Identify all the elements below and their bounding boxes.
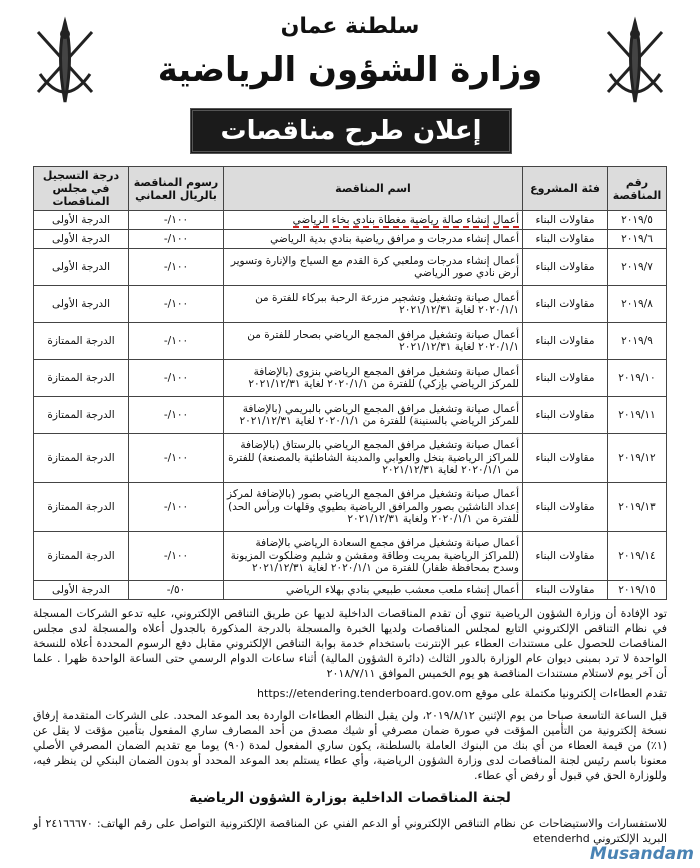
registration-grade: الدرجة الممتازة — [34, 397, 129, 434]
table-row — [34, 323, 667, 360]
tender-number: ٢٠١٩/١٠ — [608, 360, 667, 397]
tender-fee: ١٠٠/- — [129, 483, 224, 532]
tender-name: أعمال صيانة وتشغيل وتشجير مزرعة الرحبة ببركاء للفترة من ٢٠٢٠/١/١ لغاية ٢٠٢١/١٢/٣١ — [224, 286, 523, 323]
instructions-paragraph: تود الإفادة أن وزارة الشؤون الرياضية تنوي أن تقدم المناقصات الداخلية لديها عن طريق التناقص الإلكتروني، عليه تدعو الشركات المسجلة في نظام التناقص الإلكتروني التابع لمجلس المناقصات ولديها الخبرة والمسجلة بالدرجة المذكورة بالجدول أعلاه والمسجلة لدى مجلس المناقصات للحصول على مستندات العطاء عبر الإنترنت باستخدام خدمة بوابة التناقص الإلكتروني مقابل دفع الرسوم المحددة أعلاه للنسخة الواحدة لا ترد بمبنى ديوان عام الوزارة بالدور الثالث (دائرة الشؤون المالية) أثناء ساعات الدوام الرسمي حتى الساعة الواحدة ظهرا . علما أن آخر يوم لاستلام مستندات المناقصة هو يوم الخميس الموافق ٢٠١٨/٧/١١ — [33, 607, 667, 680]
tender-fee: ١٠٠/- — [129, 532, 224, 581]
registration-grade: الدرجة الأولى — [34, 211, 129, 230]
tender-name: أعمال صيانة وتشغيل مرافق المجمع الرياضي بصور (بالإضافة لمركز إعداد الناشئين بصور والمرافق الرياضية بطيوي وقلهات ورأس الحد) للفترة من ٢٠٢٠/١/١ ولغاية ٢٠٢١/١٢/٣١ — [224, 483, 523, 532]
registration-grade: الدرجة الممتازة — [34, 360, 129, 397]
country-name: سلطنة عمان — [280, 14, 420, 39]
registration-grade: الدرجة الأولى — [34, 230, 129, 249]
col-header-grade: درجة التسجيل في مجلس المناقصات — [34, 167, 129, 211]
tender-number: ٢٠١٩/٧ — [608, 249, 667, 286]
tender-number: ٢٠١٩/٦ — [608, 230, 667, 249]
col-header-name: اسم المناقصة — [224, 167, 523, 211]
project-category: مقاولات البناء — [523, 581, 608, 600]
guarantee-paragraph: قبل الساعة التاسعة صباحا من يوم الإثنين ٢٠١٩/٨/١٢، ولن يقبل النظام العطاءات الواردة بعد الموعد المحدد. على الشركات المتقدمة إرفاق نسخة إلكترونية من التأمين المؤقت في صورة ضمان مصرفي أو شيك مصدق من أحد المصارف ساري المفعول بتأمين مؤقت لا يقل عن (١٪) من قيمة العطاء من أي بنك من البنوك العاملة بالسلطنة، يكون ساري المفعول لمدة (٩٠) يوما مع تقديم الضمان المصرفي الأصلي معنونا باسم رئيس لجنة المناقصات لدى وزارة الشؤون الرياضية، وأي عطاء يستلم بعد الموعد المحدد أو بدون الضمان البنكي لن ينظر فيه، وللوزارة الحق في قبول أو رفض أي عطاء. — [33, 709, 668, 782]
project-category: مقاولات البناء — [523, 434, 608, 483]
tender-fee: ١٠٠/- — [129, 434, 224, 483]
tender-fee: ١٠٠/- — [129, 249, 224, 286]
registration-grade: الدرجة الممتازة — [34, 434, 129, 483]
tender-name: أعمال إنشاء ملعب معشب طبيعي بنادي بهلاء الرياضي — [224, 581, 523, 600]
registration-grade: الدرجة الأولى — [34, 249, 129, 286]
table-row — [34, 286, 667, 323]
project-category: مقاولات البناء — [523, 397, 608, 434]
tender-number: ٢٠١٩/١١ — [608, 397, 667, 434]
project-category: مقاولات البناء — [523, 323, 608, 360]
tender-number: ٢٠١٩/١٣ — [608, 483, 667, 532]
ministry-name: وزارة الشؤون الرياضية — [157, 50, 543, 90]
table-row — [34, 434, 667, 483]
contact-paragraph: للاستفسارات والاستيضاحات عن نظام التناقص الإلكتروني أو الدعم الفني عن المناقصة الإلكترونية التواصل على رقم الهاتف: ٢٤١٦٦٦٧٠ أو البريد الإلكتروني etenderhd — [33, 817, 667, 845]
tender-fee: ١٠٠/- — [129, 323, 224, 360]
registration-grade: الدرجة الأولى — [34, 286, 129, 323]
project-category: مقاولات البناء — [523, 230, 608, 249]
table-row — [34, 581, 667, 600]
table-row — [34, 211, 667, 230]
tender-fee: ١٠٠/- — [129, 211, 224, 230]
submission-link-paragraph: تقدم العطاءات إلكترونيا مكتملة على موقع https://etendering.tenderboard.gov.om — [257, 687, 667, 700]
announcement-banner: إعلان طرح مناقصات — [190, 108, 512, 154]
tender-fee: ١٠٠/- — [129, 286, 224, 323]
project-category: مقاولات البناء — [523, 286, 608, 323]
registration-grade: الدرجة الأولى — [34, 581, 129, 600]
tender-fee: ٥٠/- — [129, 581, 224, 600]
tender-fee: ١٠٠/- — [129, 360, 224, 397]
tender-fee: ١٠٠/- — [129, 397, 224, 434]
tender-number: ٢٠١٩/٥ — [608, 211, 667, 230]
tender-name: أعمال صيانة وتشغيل مرافق المجمع الرياضي بالبريمي (بالإضافة للمركز الرياضي بالسنينة) للفترة من ٢٠٢٠/١/١ لغاية ٢٠٢١/١٢/٣١ — [224, 397, 523, 434]
tender-number: ٢٠١٩/١٢ — [608, 434, 667, 483]
tender-name: أعمال صيانة وتشغيل مرافق المجمع الرياضي بصحار للفترة من ٢٠٢٠/١/١ لغاية ٢٠٢١/١٢/٣١ — [224, 323, 523, 360]
table-row — [34, 532, 667, 581]
tender-number: ٢٠١٩/٩ — [608, 323, 667, 360]
watermark-logo: Musandam — [589, 844, 694, 864]
registration-grade: الدرجة الممتازة — [34, 532, 129, 581]
tender-fee: ١٠٠/- — [129, 230, 224, 249]
table-row — [34, 483, 667, 532]
tender-name: أعمال إنشاء مدرجات وملعبي كرة القدم مع السياج والإنارة وتسوير أرض نادي صور الرياضي — [224, 249, 523, 286]
col-header-number: رقم المناقصة — [608, 167, 667, 211]
project-category: مقاولات البناء — [523, 483, 608, 532]
registration-grade: الدرجة الممتازة — [34, 323, 129, 360]
table-row — [34, 397, 667, 434]
tender-name — [224, 211, 523, 230]
project-category: مقاولات البناء — [523, 249, 608, 286]
tender-name: أعمال صيانة وتشغيل مرافق المجمع الرياضي بالرستاق (بالإضافة للمراكز الرياضية بنخل والعوابي والمدينة الشاطئية بالمصنعة) للفترة من ٢٠٢٠/١/١ لغاية ٢٠٢١/١٢/٣١ — [224, 434, 523, 483]
tenders-table — [33, 166, 667, 600]
project-category: مقاولات البناء — [523, 211, 608, 230]
project-category: مقاولات البناء — [523, 360, 608, 397]
table-header-row — [34, 167, 667, 211]
col-header-category: فئة المشروع — [523, 167, 608, 211]
tender-name: أعمال صيانة وتشغيل مرافق المجمع الرياضي بنزوى (بالإضافة للمركز الرياضي بإزكي) للفترة من ٢٠٢٠/١/١ لغاية ٢٠٢١/١٢/٣١ — [224, 360, 523, 397]
tender-name: أعمال إنشاء مدرجات و مرافق رياضية بنادي بدية الرياضي — [224, 230, 523, 249]
tender-number: ٢٠١٩/١٥ — [608, 581, 667, 600]
tender-name: أعمال صيانة وتشغيل مرافق مجمع السعادة الرياضي بالإضافة (للمراكز الرياضية بمريت وطاقة ومقشن و شليم وضلكوت المزيونة وسدح بمحافظة ظفار) للفترة من ٢٠٢٠/١/١ لغاية ٢٠٢١/١٢/٣١ — [224, 532, 523, 581]
table-row — [34, 230, 667, 249]
tender-number: ٢٠١٩/١٤ — [608, 532, 667, 581]
table-row — [34, 249, 667, 286]
committee-signature: لجنة المناقصات الداخلية بوزارة الشؤون الرياضية — [189, 790, 511, 806]
tender-name-text: أعمال إنشاء صالة رياضية مغطاة بنادي بخاء الرياضي — [292, 213, 519, 226]
table-row — [34, 360, 667, 397]
project-category: مقاولات البناء — [523, 532, 608, 581]
registration-grade: الدرجة الممتازة — [34, 483, 129, 532]
col-header-fee: رسوم المناقصة بالريال العماني — [129, 167, 224, 211]
tender-number: ٢٠١٩/٨ — [608, 286, 667, 323]
